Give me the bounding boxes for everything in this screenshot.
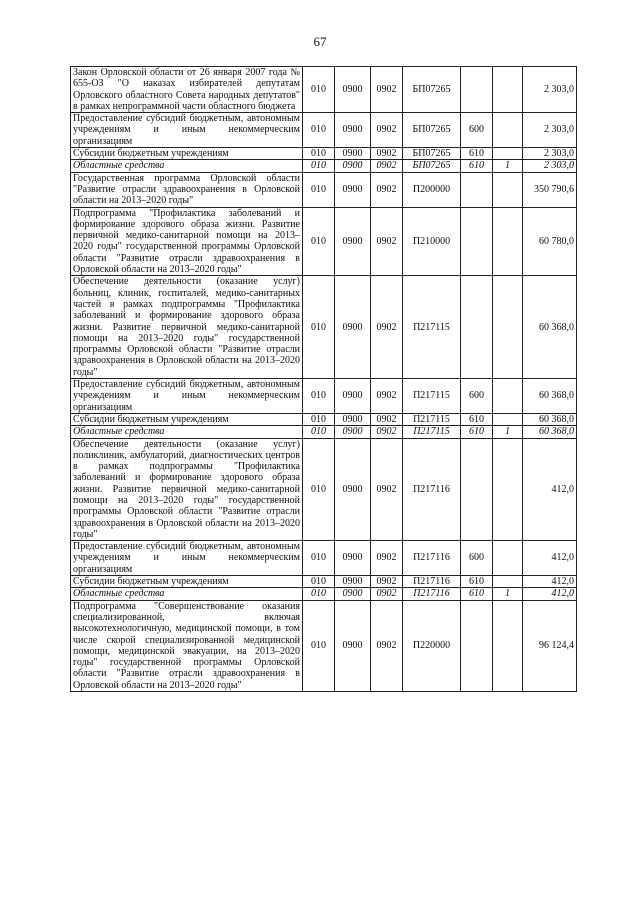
source-cell: 1 — [493, 588, 523, 600]
source-cell: 1 — [493, 426, 523, 438]
subsection-cell: 0902 — [371, 426, 403, 438]
row-name: Подпрограмма "Профилактика заболеваний и формирование здорового образа жизни. Развитие первичной медико-санитарной помощи на 2013–2020 годы" государственной программы Орловской области "Развитие отрасли здравоохранения в Орловской области на 2013–2020 годы" — [71, 207, 303, 276]
grbs-cell: 010 — [303, 113, 335, 148]
grbs-cell: 010 — [303, 207, 335, 276]
row-name: Обеспечение деятельности (оказание услуг) поликлиник, амбулаторий, диагностических центров в рамках подпрограммы "Профилактика заболеваний и формирование здорового образа жизни. Развитие первичной медико-санитарной помощи на 2013–2020 годы" государственной программы Орловской области "Развитие отрасли здравоохранения в Орловской области на 2013–2020 годы" — [71, 438, 303, 541]
subsection-cell: 0902 — [371, 541, 403, 576]
table-row — [71, 576, 577, 588]
grbs-cell: 010 — [303, 600, 335, 691]
expense-type-cell: 600 — [461, 541, 493, 576]
source-cell: 1 — [493, 160, 523, 172]
subsection-cell: 0902 — [371, 207, 403, 276]
amount-cell: 2 303,0 — [523, 113, 577, 148]
section-cell: 0900 — [335, 148, 371, 160]
row-name: Областные средства — [71, 426, 303, 438]
section-cell: 0900 — [335, 541, 371, 576]
expense-type-cell — [461, 207, 493, 276]
grbs-cell: 010 — [303, 172, 335, 207]
table-row — [71, 172, 577, 207]
grbs-cell: 010 — [303, 438, 335, 541]
grbs-cell: 010 — [303, 413, 335, 425]
target-article-cell: БП07265 — [403, 113, 461, 148]
source-cell — [493, 276, 523, 379]
expense-type-cell — [461, 276, 493, 379]
expense-type-cell: 610 — [461, 160, 493, 172]
subsection-cell: 0902 — [371, 438, 403, 541]
grbs-cell: 010 — [303, 588, 335, 600]
target-article-cell: П217116 — [403, 588, 461, 600]
section-cell: 0900 — [335, 172, 371, 207]
section-cell: 0900 — [335, 600, 371, 691]
amount-cell: 412,0 — [523, 576, 577, 588]
source-cell — [493, 67, 523, 113]
expense-type-cell: 610 — [461, 148, 493, 160]
grbs-cell: 010 — [303, 426, 335, 438]
expense-type-cell: 600 — [461, 379, 493, 414]
expense-type-cell — [461, 67, 493, 113]
amount-cell: 2 303,0 — [523, 160, 577, 172]
table-body — [71, 67, 577, 692]
row-name: Областные средства — [71, 160, 303, 172]
subsection-cell: 0902 — [371, 276, 403, 379]
expense-type-cell: 610 — [461, 576, 493, 588]
source-cell — [493, 207, 523, 276]
target-article-cell: П217116 — [403, 541, 461, 576]
grbs-cell: 010 — [303, 276, 335, 379]
table-row — [71, 67, 577, 113]
amount-cell: 60 368,0 — [523, 413, 577, 425]
table-row — [71, 207, 577, 276]
amount-cell: 96 124,4 — [523, 600, 577, 691]
target-article-cell: П217116 — [403, 438, 461, 541]
section-cell: 0900 — [335, 576, 371, 588]
table-row — [71, 113, 577, 148]
expense-type-cell — [461, 172, 493, 207]
table-row — [71, 426, 577, 438]
target-article-cell: П200000 — [403, 172, 461, 207]
subsection-cell: 0902 — [371, 576, 403, 588]
subsection-cell: 0902 — [371, 113, 403, 148]
target-article-cell: П217115 — [403, 276, 461, 379]
section-cell: 0900 — [335, 588, 371, 600]
source-cell — [493, 172, 523, 207]
subsection-cell: 0902 — [371, 148, 403, 160]
source-cell — [493, 576, 523, 588]
section-cell: 0900 — [335, 207, 371, 276]
source-cell — [493, 438, 523, 541]
row-name: Подпрограмма "Совершенствование оказания специализированной, включая высокотехнологичную, медицинской помощи, в том числе скорой специализированной медицинской помощи, медицинской эвакуации, на 2013–2020 годы" государственной программы Орловской области "Развитие отрасли здравоохранения в Орловской области на 2013–2020 годы" — [71, 600, 303, 691]
amount-cell: 60 780,0 — [523, 207, 577, 276]
section-cell: 0900 — [335, 413, 371, 425]
expense-type-cell — [461, 438, 493, 541]
table-row — [71, 541, 577, 576]
section-cell: 0900 — [335, 426, 371, 438]
page-number: 67 — [313, 34, 327, 49]
source-cell — [493, 413, 523, 425]
row-name: Обеспечение деятельности (оказание услуг) больниц, клиник, госпиталей, медико-санитарных частей в рамках подпрограммы "Профилактика заболеваний и формирование здорового образа жизни. Развитие первичной медико-санитарной помощи на 2013–2020 годы" государственной программы Орловской области "Развитие отрасли здравоохранения в Орловской области на 2013–2020 годы" — [71, 276, 303, 379]
amount-cell: 412,0 — [523, 541, 577, 576]
table-row — [71, 276, 577, 379]
expense-type-cell: 600 — [461, 113, 493, 148]
section-cell: 0900 — [335, 379, 371, 414]
row-name: Предоставление субсидий бюджетным, автономным учреждениям и иным некоммерческим организациям — [71, 541, 303, 576]
section-cell: 0900 — [335, 113, 371, 148]
grbs-cell: 010 — [303, 67, 335, 113]
source-cell — [493, 113, 523, 148]
table-row — [71, 148, 577, 160]
expense-type-cell: 610 — [461, 426, 493, 438]
source-cell — [493, 379, 523, 414]
target-article-cell: П210000 — [403, 207, 461, 276]
table-row — [71, 413, 577, 425]
target-article-cell: БП07265 — [403, 160, 461, 172]
table-row — [71, 588, 577, 600]
target-article-cell: БП07265 — [403, 67, 461, 113]
section-cell: 0900 — [335, 276, 371, 379]
section-cell: 0900 — [335, 438, 371, 541]
row-name: Областные средства — [71, 588, 303, 600]
amount-cell: 412,0 — [523, 438, 577, 541]
amount-cell: 60 368,0 — [523, 379, 577, 414]
amount-cell: 412,0 — [523, 588, 577, 600]
table-row — [71, 160, 577, 172]
target-article-cell: П217116 — [403, 576, 461, 588]
target-article-cell: П217115 — [403, 426, 461, 438]
grbs-cell: 010 — [303, 576, 335, 588]
table-row — [71, 379, 577, 414]
budget-table — [70, 66, 577, 692]
target-article-cell: БП07265 — [403, 148, 461, 160]
subsection-cell: 0902 — [371, 67, 403, 113]
subsection-cell: 0902 — [371, 600, 403, 691]
source-cell — [493, 541, 523, 576]
expense-type-cell: 610 — [461, 413, 493, 425]
subsection-cell: 0902 — [371, 160, 403, 172]
row-name: Субсидии бюджетным учреждениям — [71, 413, 303, 425]
target-article-cell: П220000 — [403, 600, 461, 691]
expense-type-cell — [461, 600, 493, 691]
subsection-cell: 0902 — [371, 172, 403, 207]
amount-cell: 350 790,6 — [523, 172, 577, 207]
amount-cell: 60 368,0 — [523, 426, 577, 438]
row-name: Субсидии бюджетным учреждениям — [71, 576, 303, 588]
target-article-cell: П217115 — [403, 413, 461, 425]
amount-cell: 2 303,0 — [523, 148, 577, 160]
source-cell — [493, 600, 523, 691]
grbs-cell: 010 — [303, 379, 335, 414]
grbs-cell: 010 — [303, 160, 335, 172]
subsection-cell: 0902 — [371, 413, 403, 425]
target-article-cell: П217115 — [403, 379, 461, 414]
amount-cell: 60 368,0 — [523, 276, 577, 379]
section-cell: 0900 — [335, 160, 371, 172]
amount-cell: 2 303,0 — [523, 67, 577, 113]
subsection-cell: 0902 — [371, 379, 403, 414]
row-name: Предоставление субсидий бюджетным, автономным учреждениям и иным некоммерческим организациям — [71, 379, 303, 414]
row-name: Предоставление субсидий бюджетным, автономным учреждениям и иным некоммерческим организациям — [71, 113, 303, 148]
section-cell: 0900 — [335, 67, 371, 113]
row-name: Субсидии бюджетным учреждениям — [71, 148, 303, 160]
grbs-cell: 010 — [303, 541, 335, 576]
expense-type-cell: 610 — [461, 588, 493, 600]
subsection-cell: 0902 — [371, 588, 403, 600]
table-row — [71, 600, 577, 691]
source-cell — [493, 148, 523, 160]
row-name: Закон Орловской области от 26 января 2007 года № 655-ОЗ "О наказах избирателей депутатам Орловского областного Совета народных депутатов" в рамках непрограммной части областного бюджета — [71, 67, 303, 113]
table-row — [71, 438, 577, 541]
grbs-cell: 010 — [303, 148, 335, 160]
row-name: Государственная программа Орловской области "Развитие отрасли здравоохранения в Орловской области на 2013–2020 годы" — [71, 172, 303, 207]
